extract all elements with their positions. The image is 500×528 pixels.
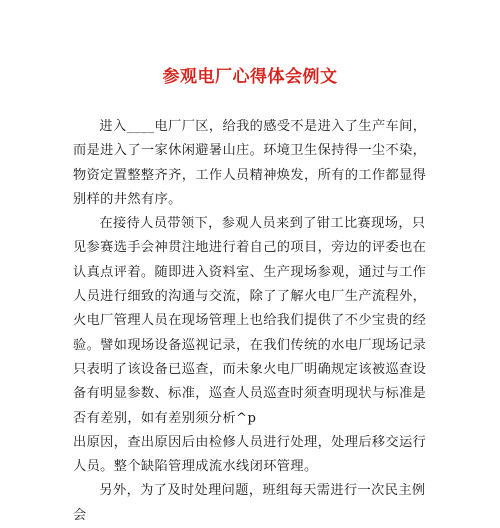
paragraph: 在接待人员带领下，参观人员来到了钳工比赛现场，只见参赛选手会神贯注地进行着自己的项目，旁边的评委也在认真点评着。随即进入资料室、生产现场参观，通过与工作人员进行细致的沟通与交流，除了了解火电厂生产流程外，火电厂管理人员在现场管理上也给我们提供了不少宝贵的经验。譬如现场设备巡视记录，在我们传统的水电厂现场记录只表明了该设备已巡查，而未象火电厂明确规定该被巡查设备有明显参数、标准，巡查人员巡查时须查明现状与标准是否有差别，如有差别须分析^p	[73, 216, 427, 426]
document-body	[73, 115, 433, 528]
paragraph: 另外，为了及时处理问题，班组每天需进行一次民主例会	[73, 483, 426, 523]
paragraph: 出原因，查出原因后由检修人员进行处理，处理后移交运行人员。整个缺陷管理成流水线闭环管理。	[73, 434, 427, 475]
document-title: 参观电厂心得体会例文	[162, 67, 338, 87]
paragraph: 进入____电厂厂区，给我的感受不是进入了生产车间，而是进入了一家休闲避暑山庄。环境卫生保持得一尘不染，物资定置整整齐齐，工作人员精神焕发，所有的工作都显得别样的井然有序。	[73, 119, 427, 207]
